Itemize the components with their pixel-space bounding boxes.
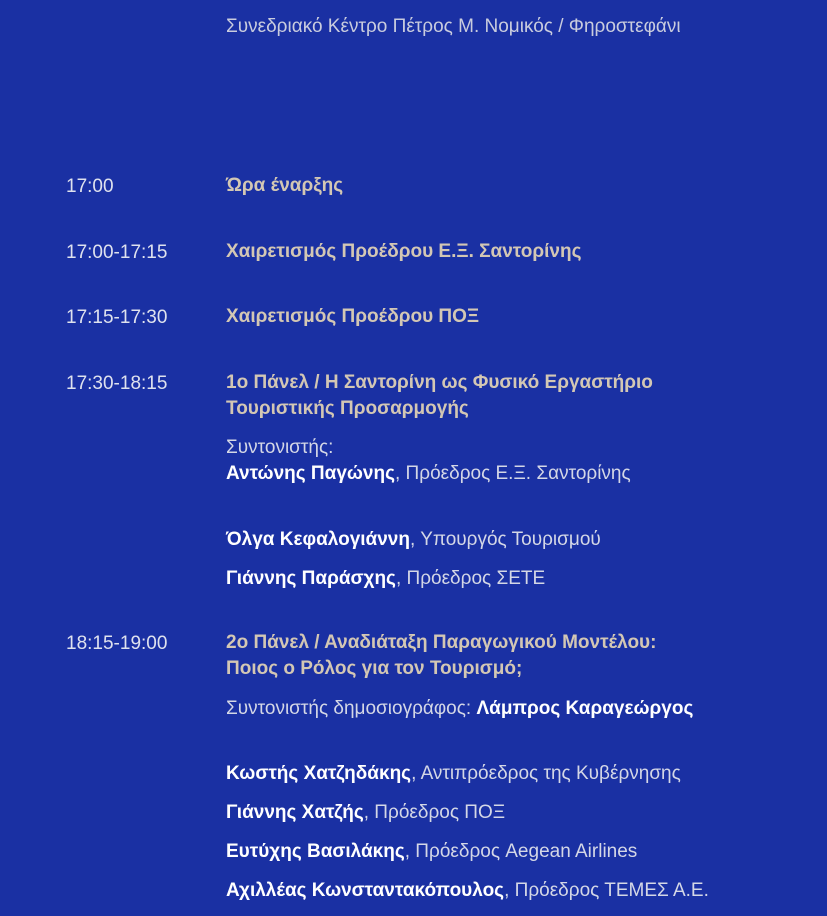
panel-1-moderator xyxy=(226,463,631,485)
speaker-role: , Πρόεδρος ΤΕΜΕΣ Α.Ε. xyxy=(504,880,709,901)
panel-2-moderator-name: Λάμπρος Καραγεώργος xyxy=(476,698,694,719)
panel-1-title-line2: Τουριστικής Προσαρμογής xyxy=(226,398,469,419)
time-slot-2: 17:00-17:15 xyxy=(66,242,168,263)
speaker-name: Γιάννης Χατζής xyxy=(226,802,364,823)
panel-1-moderator-label: Συντονιστής: xyxy=(226,437,334,458)
speaker-name: Γιάννης Παράσχης xyxy=(226,568,396,589)
time-slot-4: 17:30-18:15 xyxy=(66,373,168,394)
panel-2-moderator-label: Συντονιστής δημοσιογράφος: xyxy=(226,698,477,719)
panel-2-speaker-1 xyxy=(226,763,681,785)
speaker-name: Όλγα Κεφαλογιάννη xyxy=(226,529,410,550)
panel-2-speaker-4 xyxy=(226,880,709,902)
panel-2-moderator xyxy=(226,698,693,720)
speaker-role: , Πρόεδρος Aegean Airlines xyxy=(404,841,638,862)
session-title-2: Χαιρετισμός Προέδρου Ε.Ξ. Σαντορίνης xyxy=(226,241,582,262)
speaker-name: Κωστής Χατζηδάκης xyxy=(226,763,412,784)
session-title-1: Ώρα έναρξης xyxy=(226,175,344,196)
speaker-role: , Πρόεδρος ΣΕΤΕ xyxy=(395,568,546,589)
panel-1-speaker-1 xyxy=(226,529,601,551)
speaker-name: Ευτύχης Βασιλάκης xyxy=(226,841,405,862)
speaker-role: , Υπουργός Τουρισμού xyxy=(409,529,601,550)
session-title-3: Χαιρετισμός Προέδρου ΠΟΞ xyxy=(226,306,480,327)
panel-1-moderator-role: , Πρόεδρος Ε.Ξ. Σαντορίνης xyxy=(395,463,631,484)
panel-1-moderator-name: Αντώνης Παγώνης xyxy=(226,463,395,484)
time-slot-1: 17:00 xyxy=(66,176,114,197)
panel-2-speaker-3 xyxy=(226,841,637,863)
time-slot-5: 18:15-19:00 xyxy=(66,633,168,654)
speaker-role: , Αντιπρόεδρος της Κυβέρνησης xyxy=(411,763,681,784)
venue-text: Συνεδριακό Κέντρο Πέτρος Μ. Νομικός / Φηροστεφάνι xyxy=(226,16,681,37)
speaker-role: , Πρόεδρος ΠΟΞ xyxy=(363,802,506,823)
panel-2-speaker-2 xyxy=(226,802,505,824)
panel-2-title-line1: 2ο Πάνελ / Αναδιάταξη Παραγωγικού Μοντέλου: xyxy=(226,632,657,653)
panel-1-speaker-2 xyxy=(226,568,545,590)
speaker-name: Αχιλλέας Κωνσταντακόπουλος xyxy=(226,880,505,901)
panel-1-title-line1: 1ο Πάνελ / Η Σαντορίνη ως Φυσικό Εργαστήριο xyxy=(226,372,653,393)
time-slot-3: 17:15-17:30 xyxy=(66,307,168,328)
panel-2-title-line2: Ποιος ο Ρόλος για τον Τουρισμό; xyxy=(226,658,523,679)
